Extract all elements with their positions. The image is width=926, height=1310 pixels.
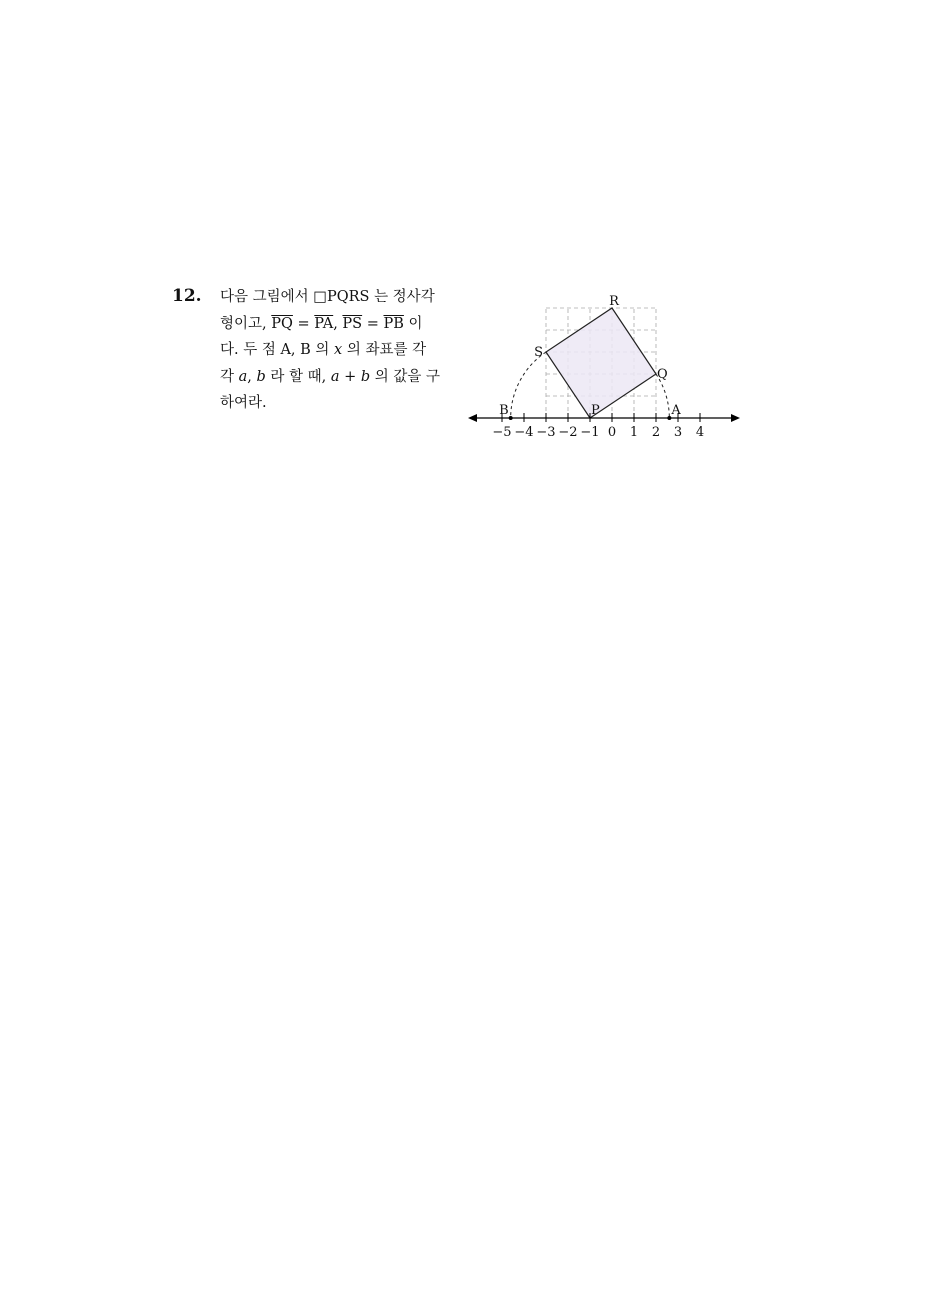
figure-svg <box>464 290 754 460</box>
variable-a: a <box>238 368 248 385</box>
text-segment: 다음 그림에서 □PQRS 는 정사각 <box>220 289 435 305</box>
geometry-figure <box>464 290 754 464</box>
variable-b: b <box>256 368 266 385</box>
equals-sign: = <box>362 315 384 332</box>
tick-label: 2 <box>651 425 661 440</box>
text-segment: 라 할 때, <box>265 368 331 385</box>
tick-label: −3 <box>536 425 556 440</box>
tick-label: 4 <box>695 425 705 440</box>
arc-pb <box>511 352 546 418</box>
text-line-2 <box>220 311 448 338</box>
variable-b: b <box>360 368 371 385</box>
label-q: Q <box>657 367 668 382</box>
segment-pa: $\overline{PA}$ <box>314 315 334 332</box>
text-segment: 다. 두 점 A, B 의 <box>220 342 335 358</box>
text-segment: , <box>333 315 343 332</box>
label-b: B <box>499 403 509 418</box>
segment-pq: $\overline{PQ}$ <box>271 315 293 332</box>
tick-label: 1 <box>629 425 639 440</box>
axis-arrow-right <box>731 414 740 422</box>
segment-pb: $\overline{PB}$ <box>383 315 404 332</box>
text-line-1 <box>220 284 448 311</box>
problem-12 <box>172 284 772 464</box>
equals-sign: = <box>292 315 315 332</box>
tick-labels <box>492 425 704 440</box>
text-segment: 의 값을 구 <box>370 368 441 385</box>
label-r: R <box>609 294 619 309</box>
problem-text <box>220 284 448 417</box>
axis-arrow-left <box>468 414 477 422</box>
point-b-dot <box>509 416 513 420</box>
problem-number: 12. <box>172 286 202 306</box>
variable-a: a <box>330 368 340 385</box>
text-segment: 하여라. <box>220 395 267 411</box>
tick-label: −1 <box>580 425 600 440</box>
segment-ps: $\overline{PS}$ <box>342 315 363 332</box>
text-line-3 <box>220 337 448 364</box>
plus-sign: + <box>339 368 361 385</box>
text-segment: 각 <box>220 368 239 385</box>
tick-label: 3 <box>673 425 683 440</box>
label-s: S <box>534 345 543 360</box>
text-segment: 의 좌표를 각 <box>342 342 427 358</box>
tick-label: 0 <box>607 425 617 440</box>
text-segment: 형이고, <box>220 315 272 332</box>
text-segment: 이 <box>403 315 423 332</box>
label-p: P <box>591 403 600 418</box>
text-line-5 <box>220 390 448 417</box>
tick-label: −4 <box>514 425 534 440</box>
tick-label: −5 <box>492 425 512 440</box>
tick-label: −2 <box>558 425 578 440</box>
label-a: A <box>671 403 681 418</box>
text-line-4 <box>220 364 448 391</box>
text-segment: , <box>247 368 257 385</box>
variable-x: x <box>334 342 343 358</box>
square-pqrs <box>546 308 656 418</box>
